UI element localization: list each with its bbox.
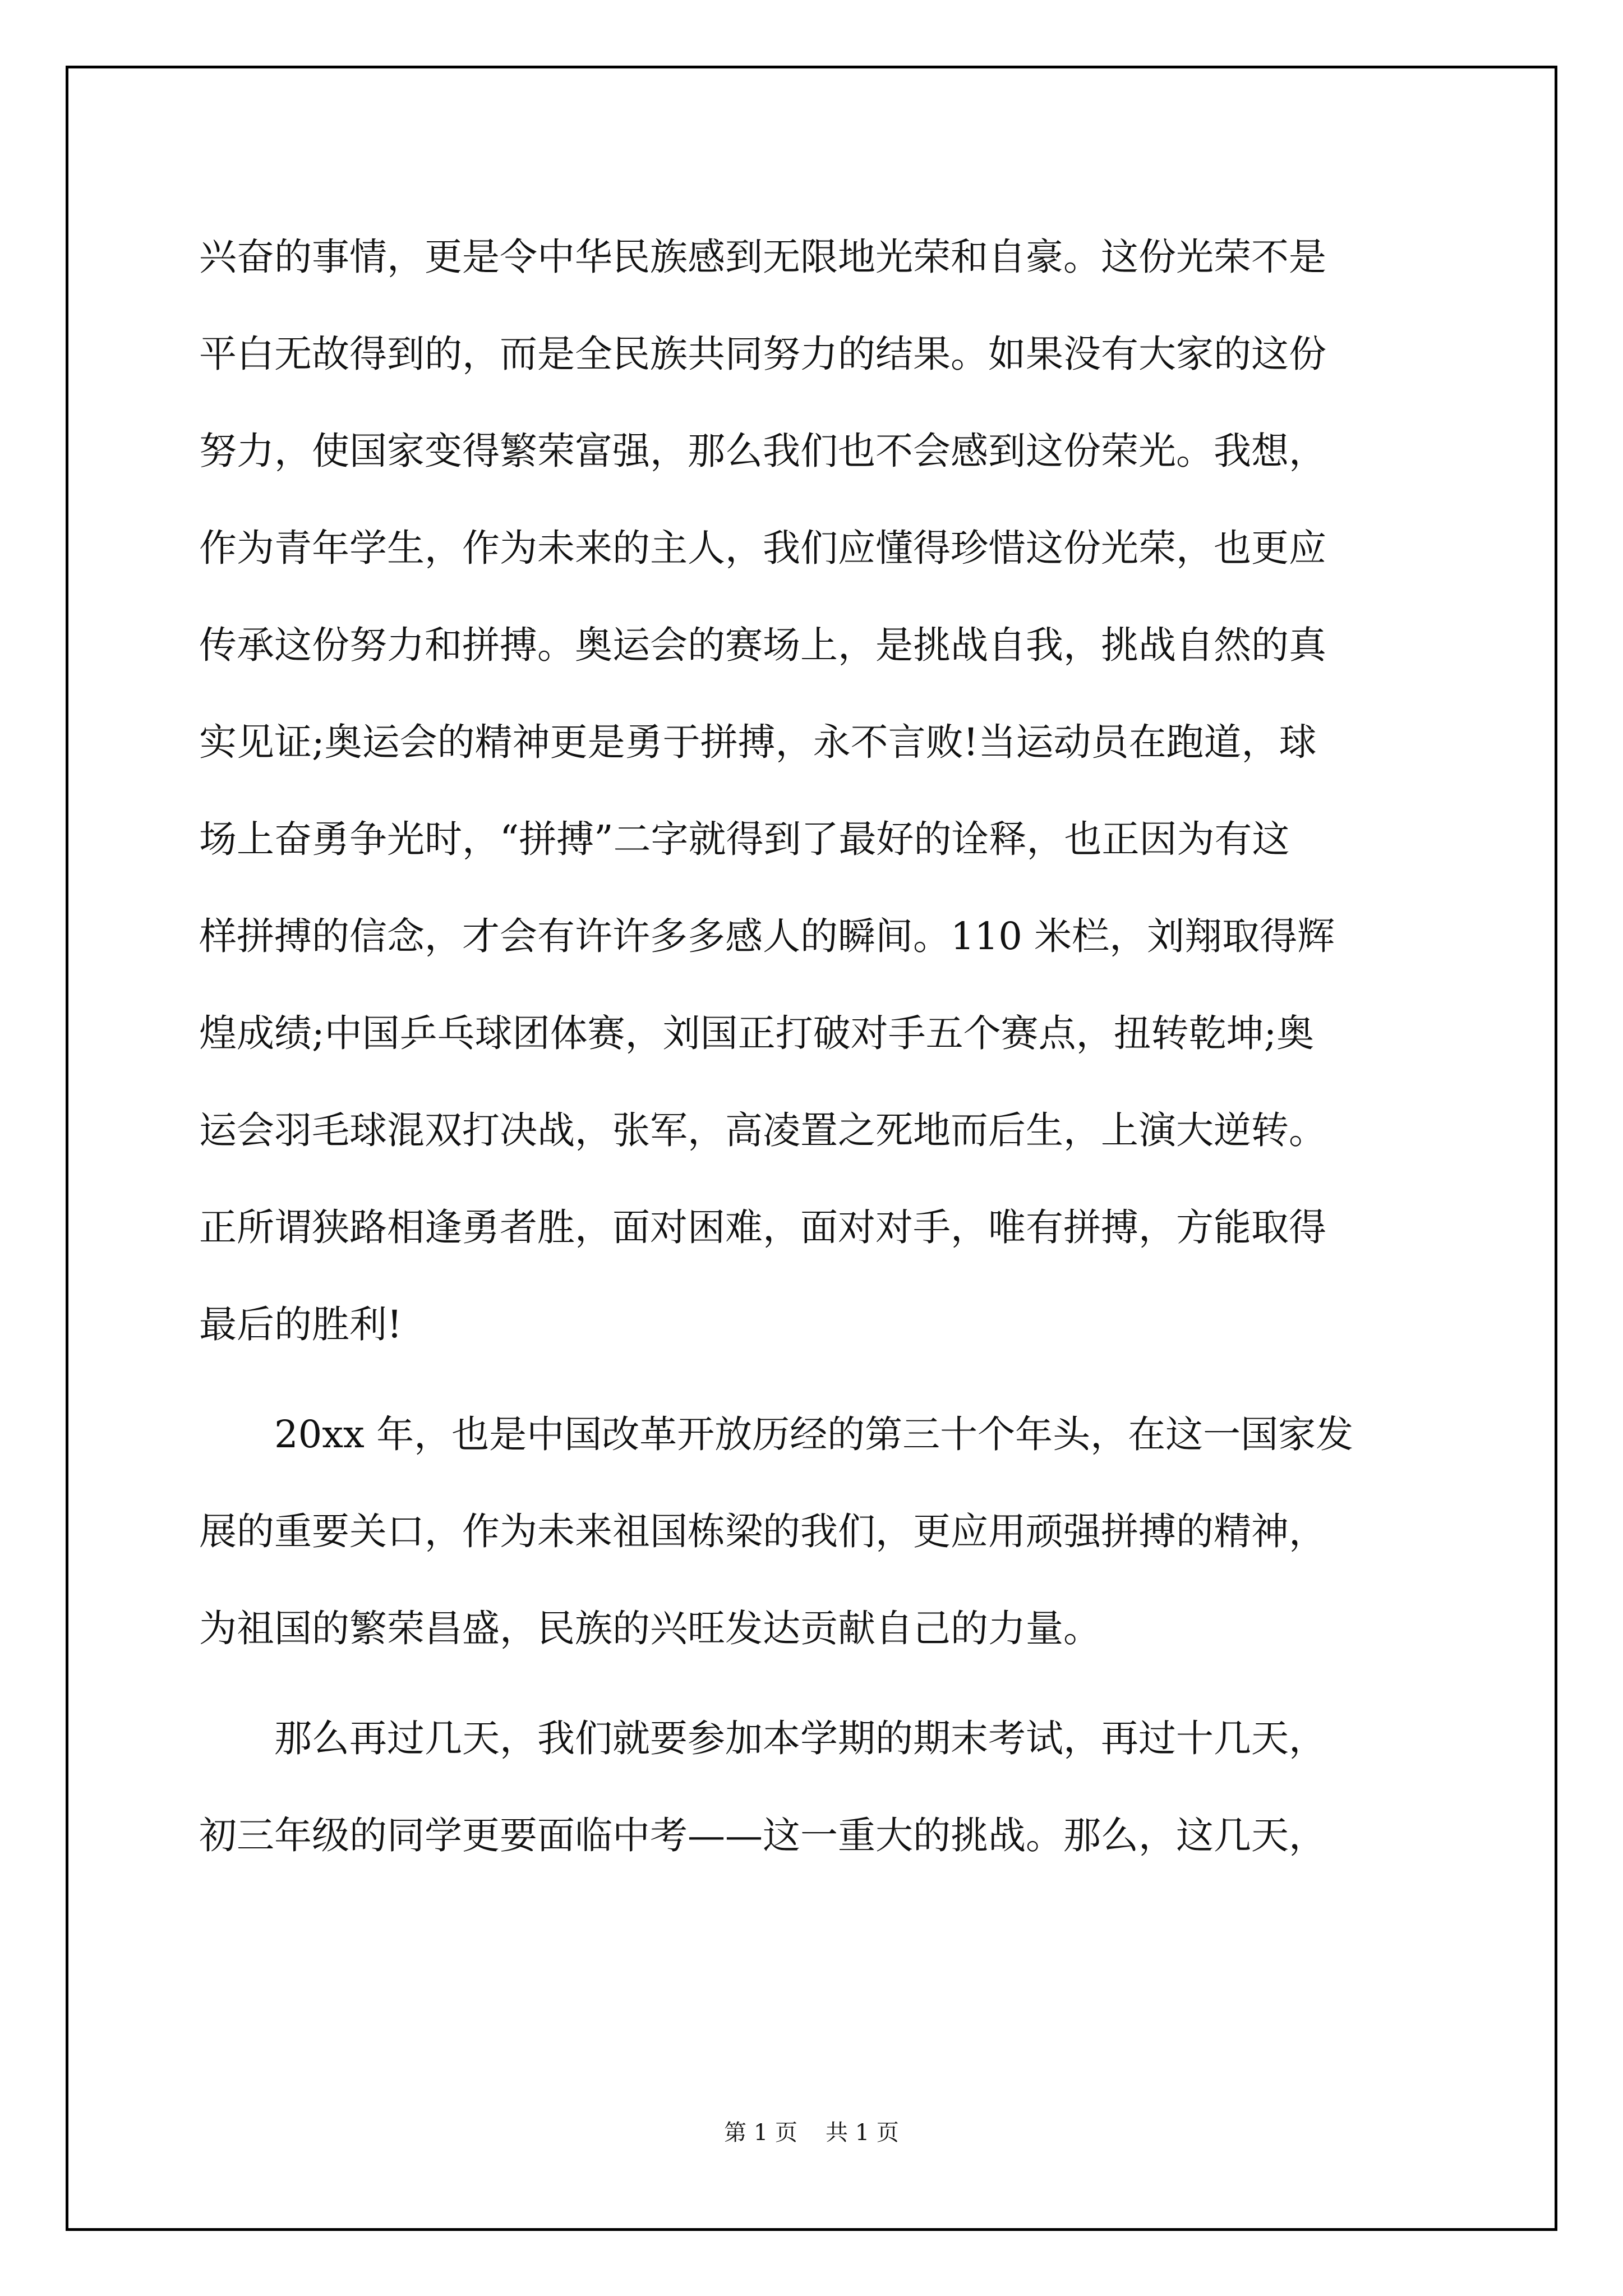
text-line: 为祖国的繁荣昌盛，民族的兴旺发达贡献自己的力量。 [199, 1607, 1101, 1650]
text-line: 最后的胜利! [199, 1303, 402, 1346]
page-number: 第 1 页 [724, 2120, 797, 2146]
page-footer [0, 2115, 1623, 2147]
document-body [199, 209, 1433, 1884]
text-line: 初三年级的同学更要面临中考——这一重大的挑战。那么，这几天， [199, 1814, 1326, 1857]
text-line: 20xx 年，也是中国改革开放历经的第三十个年头，在这一国家发 [274, 1412, 1354, 1456]
text-line: 样拼搏的信念，才会有许许多多感人的瞬间。110 米栏，刘翔取得辉 [199, 914, 1335, 958]
text-line: 场上奋勇争光时，“拼搏”二字就得到了最好的诠释，也正因为有这 [199, 817, 1290, 861]
text-line: 平白无故得到的，而是全民族共同努力的结果。如果没有大家的这份 [199, 332, 1326, 376]
text-line: 实见证;奥运会的精神更是勇于拼搏，永不言败!当运动员在跑道，球 [199, 720, 1317, 764]
text-line: 传承这份努力和拼搏。奥运会的赛场上，是挑战自我，挑战自然的真 [199, 623, 1326, 667]
text-line: 那么再过几天，我们就要参加本学期的期末考试，再过十几天， [274, 1717, 1326, 1760]
text-line: 运会羽毛球混双打决战，张军，高凌置之死地而后生，上演大逆转。 [199, 1108, 1326, 1152]
text-line: 展的重要关口，作为未来祖国栋梁的我们，更应用顽强拼搏的精神， [199, 1510, 1326, 1553]
page-total: 共 1 页 [826, 2120, 899, 2146]
text-line: 兴奋的事情，更是令中华民族感到无限地光荣和自豪。这份光荣不是 [199, 235, 1326, 279]
text-line: 煌成绩;中国乒乓球团体赛，刘国正打破对手五个赛点，扭转乾坤;奥 [199, 1011, 1315, 1055]
text-line: 努力，使国家变得繁荣富强，那么我们也不会感到这份荣光。我想， [199, 429, 1326, 473]
text-line: 正所谓狭路相逢勇者胜，面对困难，面对对手，唯有拼搏，方能取得 [199, 1205, 1326, 1249]
text-line: 作为青年学生，作为未来的主人，我们应懂得珍惜这份光荣，也更应 [199, 526, 1326, 570]
